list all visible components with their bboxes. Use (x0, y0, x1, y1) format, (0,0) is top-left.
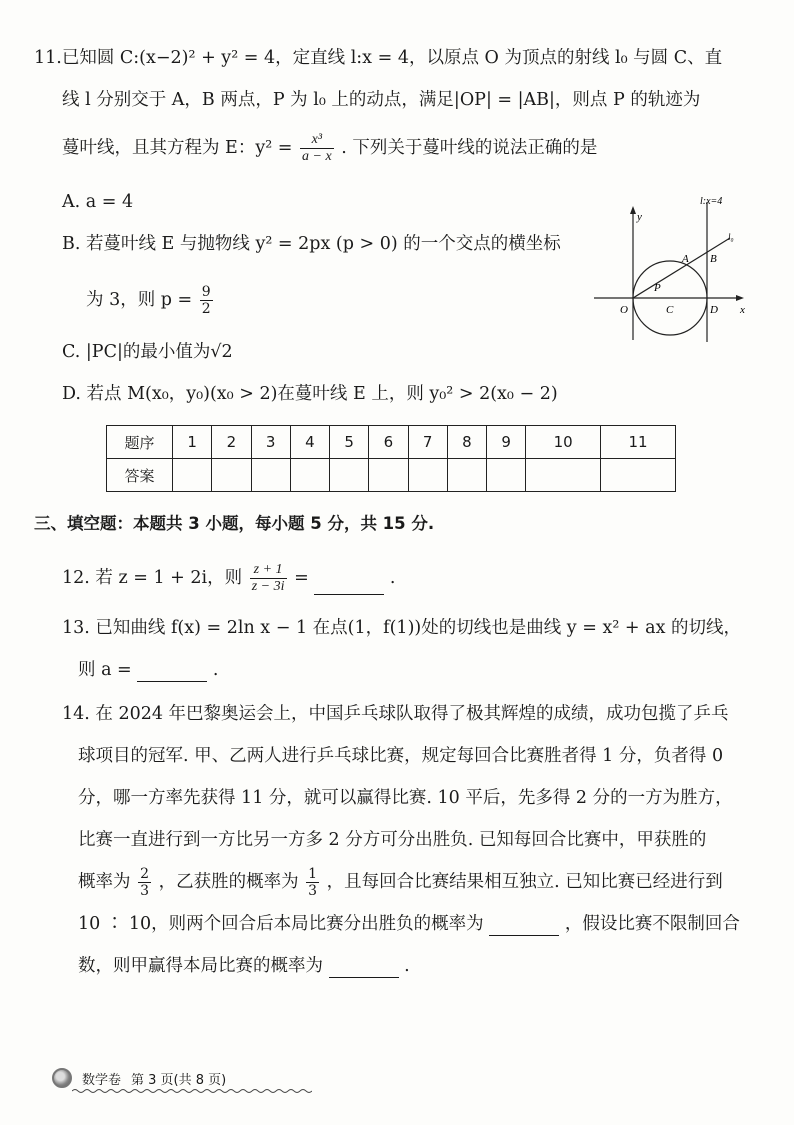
wavy-underline (72, 1088, 312, 1094)
q11-option-b-den: 2 (201, 301, 211, 317)
section-3-title: 三、填空题：本题共 3 小题，每小题 5 分，共 15 分. (34, 514, 435, 533)
page-footer (52, 1068, 226, 1088)
q12-fraction (250, 562, 287, 595)
fig-label-a: A (682, 253, 689, 265)
q13-answer-blank[interactable] (137, 663, 207, 682)
q12-period: . (389, 568, 396, 588)
answer-table-header-number: 题序 (107, 426, 173, 459)
answer-number: 3 (251, 426, 290, 459)
answer-cell[interactable] (408, 459, 447, 492)
q13-line2 (78, 658, 218, 682)
answer-number: 6 (369, 426, 408, 459)
q13-period: . (212, 660, 219, 680)
answer-table-header-answer: 答案 (107, 459, 173, 492)
logo-icon (52, 1068, 72, 1088)
answer-cell[interactable] (526, 459, 601, 492)
q11-frac-den: a − x (302, 149, 332, 164)
fig-label-x: x (740, 304, 745, 316)
q14-line6 (78, 912, 740, 936)
answer-cell[interactable] (173, 459, 212, 492)
answer-number: 9 (487, 426, 526, 459)
q14-line6-a: 10 ∶ 10，则两个回合后本局比赛分出胜负的概率为 (78, 914, 484, 934)
fig-label-l0: l₀ (728, 232, 734, 242)
q12-equals: = (294, 568, 309, 588)
q12-frac-num: z + 1 (250, 562, 287, 579)
answer-number: 5 (330, 426, 369, 459)
q14-line7-b: . (404, 956, 410, 976)
q11-option-b-line1: B. 若蔓叶线 E 与抛物线 y² = 2px (p > 0) 的一个交点的横坐标 (62, 234, 561, 254)
answer-number: 7 (408, 426, 447, 459)
answer-number: 8 (447, 426, 486, 459)
footer-page: 第 3 页(共 8 页) (131, 1072, 227, 1088)
q11-line1: 11.已知圆 C:(x−2)² + y² = 4，定直线 l:x = 4，以原点 O 为顶点的射线 l₀ 与圆 C、直 (34, 48, 723, 68)
answer-number: 11 (601, 426, 676, 459)
answer-number: 10 (526, 426, 601, 459)
cissoid-figure (590, 190, 760, 350)
q13-line1: 13. 已知曲线 f(x) = 2ln x − 1 在点(1，f(1))处的切线也是曲线 y = x² + ax 的切线， (62, 618, 741, 638)
footer-subject: 数学卷 (82, 1072, 122, 1088)
q12-frac-den: z − 3i (251, 579, 285, 594)
q14-frac1-num: 2 (140, 866, 149, 882)
q14-line2: 球项目的冠军. 甲、乙两人进行乒乓球比赛，规定每回合比赛胜者得 1 分，负者得 0 (78, 746, 724, 766)
q14-line6-b: ，假设比赛不限制回合 (564, 914, 740, 934)
answer-table-row-numbers (107, 426, 676, 459)
q14-line5-a: 概率为 (78, 872, 131, 892)
q14-line3: 分，哪一方率先获得 11 分，就可以赢得比赛. 10 平后，先多得 2 分的一方为胜方， (78, 788, 733, 808)
fig-label-b: B (710, 253, 717, 265)
q11-option-d: D. 若点 M(x₀，y₀)(x₀ > 2)在蔓叶线 E 上，则 y₀² > 2(x₀ − 2) (62, 384, 558, 404)
fig-label-line: l:x=4 (700, 196, 723, 207)
q11-option-b-fraction (200, 284, 213, 317)
q14-answer-blank-1[interactable] (489, 917, 559, 936)
q11-option-c: C. |PC|的最小值为√2 (62, 342, 233, 362)
q11-line3-b: . 下列关于蔓叶线的说法正确的是 (341, 138, 598, 158)
q14-line5-b: ，乙获胜的概率为 (158, 872, 299, 892)
answer-number: 2 (212, 426, 251, 459)
answer-cell[interactable] (487, 459, 526, 492)
q14-frac2-num: 1 (308, 866, 318, 882)
q11-option-a: A. a = 4 (62, 192, 134, 212)
fig-label-p: P (654, 282, 661, 294)
answer-cell[interactable] (447, 459, 486, 492)
q11-frac-num: x³ (300, 132, 334, 149)
answer-cell[interactable] (330, 459, 369, 492)
q11-line3 (62, 132, 597, 165)
q14-fraction-1 (138, 866, 151, 899)
fig-label-o: O (620, 304, 628, 316)
answer-table (106, 425, 676, 492)
q14-line5-c: ，且每回合比赛结果相互独立. 已知比赛已经进行到 (326, 872, 723, 892)
q12-answer-blank[interactable] (314, 576, 384, 595)
q14-frac2-den: 3 (308, 883, 318, 899)
q14-line4: 比赛一直进行到一方比另一方多 2 分方可分出胜负. 已知每回合比赛中，甲获胜的 (78, 830, 707, 850)
fig-label-d: D (710, 304, 718, 316)
q13-text: 则 a = (78, 660, 132, 680)
q11-line2: 线 l 分别交于 A，B 两点，P 为 l₀ 上的动点，满足|OP| = |AB|，则点 P 的轨迹为 (62, 90, 701, 110)
q12-text: 12. 若 z = 1 + 2i，则 (62, 568, 243, 588)
fig-label-y: y (637, 211, 642, 223)
q11-option-b-num: 9 (201, 284, 211, 300)
q11-option-b-text: 为 3，则 p = (86, 290, 193, 310)
q14-line1: 14. 在 2024 年巴黎奥运会上，中国乒乓球队取得了极其辉煌的成绩，成功包揽了乒乓 (62, 704, 729, 724)
q12 (62, 562, 395, 595)
q14-fraction-2 (306, 866, 319, 899)
answer-cell[interactable] (290, 459, 329, 492)
q14-frac1-den: 3 (140, 883, 149, 899)
q14-line7 (78, 954, 410, 978)
answer-cell[interactable] (369, 459, 408, 492)
answer-cell[interactable] (212, 459, 251, 492)
fig-label-c: C (666, 304, 674, 316)
answer-number: 1 (173, 426, 212, 459)
answer-cell[interactable] (601, 459, 676, 492)
q14-line7-a: 数，则甲赢得本局比赛的概率为 (78, 956, 323, 976)
answer-table-row-answers (107, 459, 676, 492)
q14-answer-blank-2[interactable] (329, 959, 399, 978)
answer-cell[interactable] (251, 459, 290, 492)
q11-line3-a: 蔓叶线，且其方程为 E：y² = (62, 138, 293, 158)
q11-option-b-line2 (86, 284, 215, 317)
answer-number: 4 (290, 426, 329, 459)
q11-fraction (300, 132, 334, 165)
q14-line5 (78, 866, 723, 899)
